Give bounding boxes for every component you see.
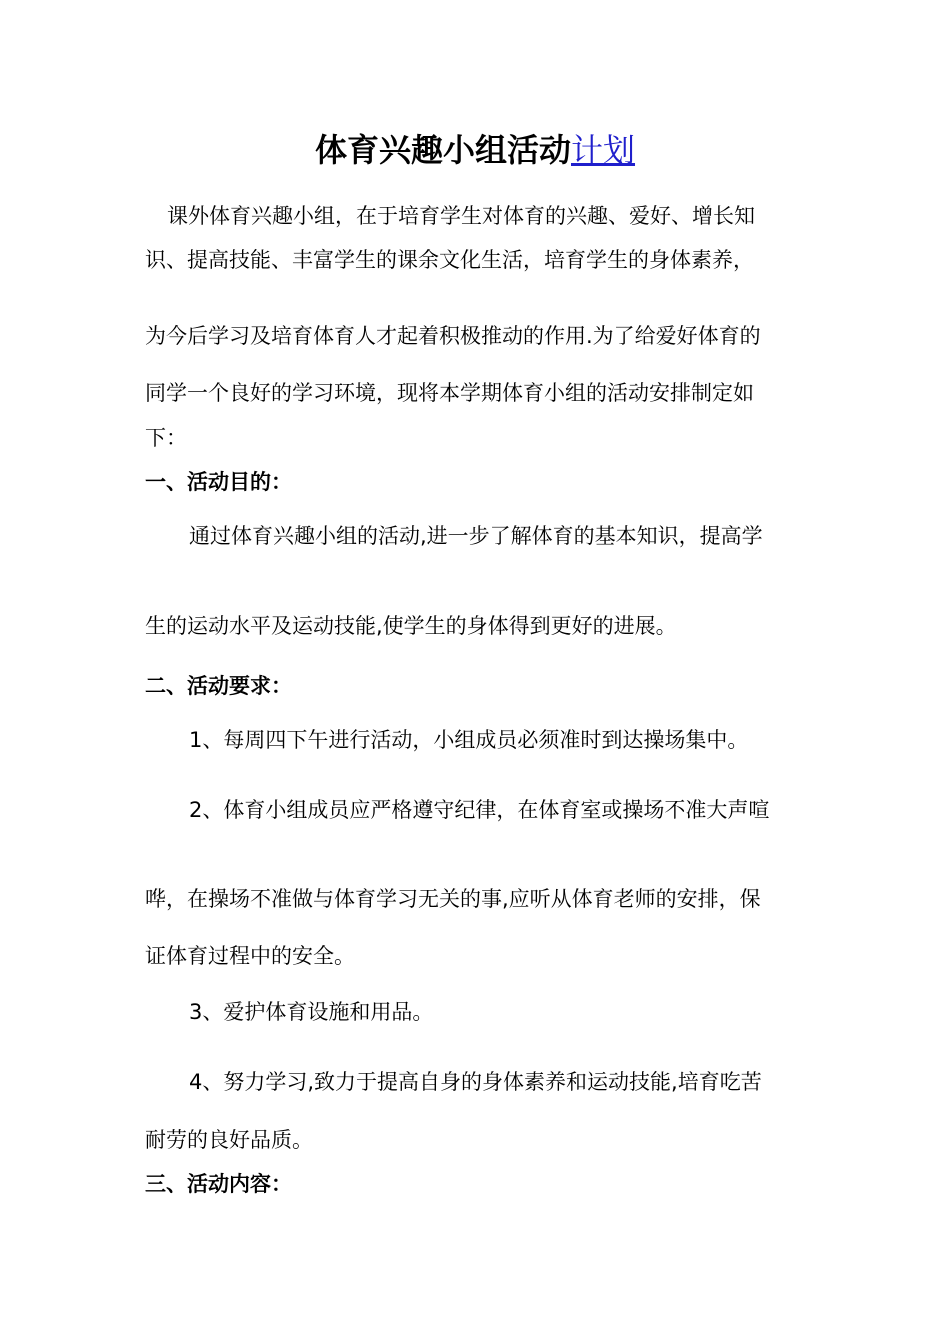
intro-line-5: 下： <box>145 426 187 450</box>
intro-line-1: 课外体育兴趣小组，在于培育学生对体育的兴趣、爱好、增长知 <box>167 204 755 228</box>
requirement-item-2-line-2: 哗，在操场不准做与体育学习无关的事,应听从体育老师的安排，保 <box>145 887 761 911</box>
title-main: 体育兴趣小组活动 <box>314 131 571 169</box>
section-heading-content: 三、活动内容： <box>145 1172 292 1196</box>
section-heading-purpose: 一、活动目的： <box>145 470 292 494</box>
intro-line-3: 为今后学习及培育体育人才起着积极推动的作用.为了给爱好体育的 <box>145 324 761 348</box>
requirement-item-4-line-1: 4、努力学习,致力于提高自身的身体素养和运动技能,培育吃苦 <box>189 1070 762 1094</box>
requirement-item-3: 3、爱护体育设施和用品。 <box>189 1000 434 1024</box>
purpose-line-1: 通过体育兴趣小组的活动,进一步了解体育的基本知识，提高学 <box>189 524 763 548</box>
intro-line-4: 同学一个良好的学习环境，现将本学期体育小组的活动安排制定如 <box>145 381 754 405</box>
requirement-item-2-line-3: 证体育过程中的安全。 <box>145 944 355 968</box>
section-heading-requirements: 二、活动要求： <box>145 674 292 698</box>
page-title <box>0 128 950 172</box>
purpose-line-2: 生的运动水平及运动技能,使学生的身体得到更好的进展。 <box>145 614 677 638</box>
requirement-item-1: 1、每周四下午进行活动，小组成员必须准时到达操场集中。 <box>189 728 749 752</box>
intro-line-2: 识、提高技能、丰富学生的课余文化生活，培育学生的身体素养， <box>145 248 754 272</box>
requirement-item-2-line-1: 2、体育小组成员应严格遵守纪律，在体育室或操场不准大声喧 <box>189 798 770 822</box>
title-link[interactable]: 计划 <box>571 131 636 169</box>
requirement-item-4-line-2: 耐劳的良好品质。 <box>145 1128 313 1152</box>
